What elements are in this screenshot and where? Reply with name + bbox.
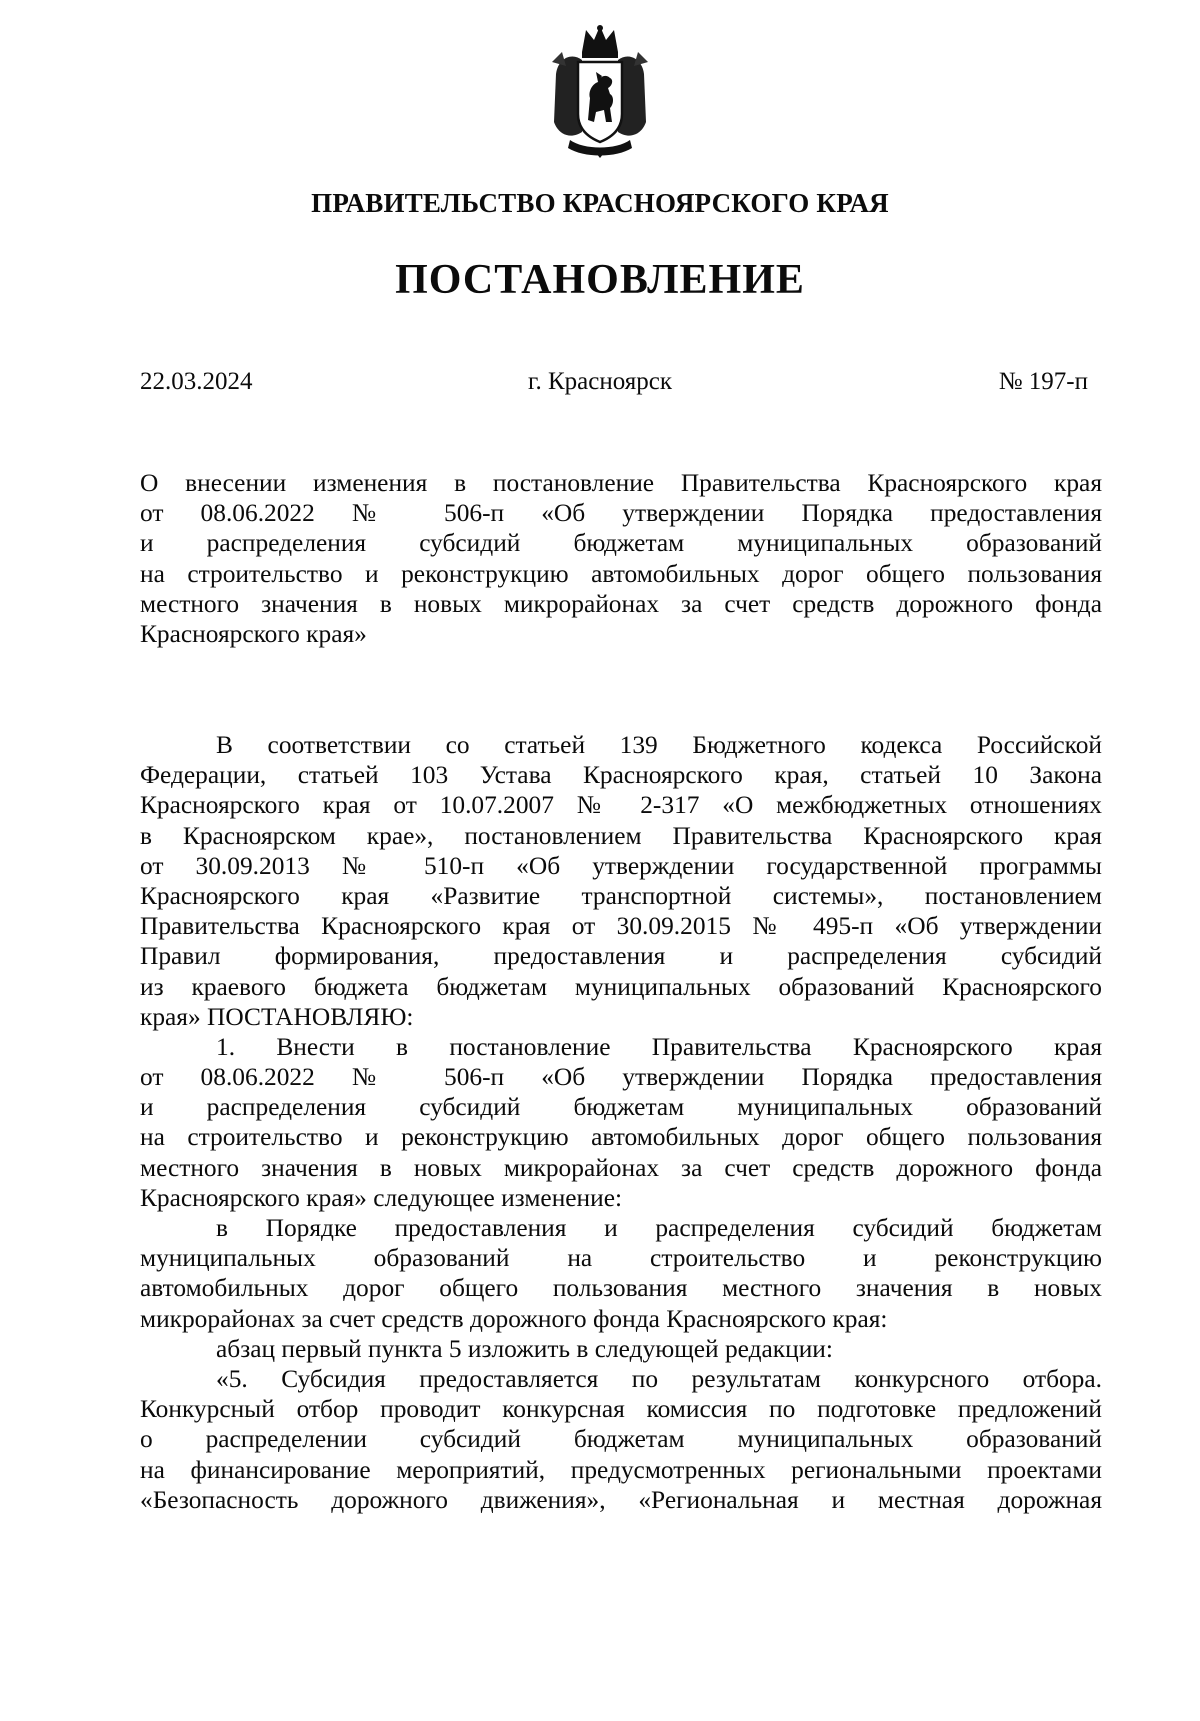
body-line: В соответствии со статьей 139 Бюджетного кодекса Российской (216, 731, 1102, 759)
document-type: ПОСТАНОВЛЕНИЕ (395, 257, 805, 303)
body-line: микрорайонах за счет средств дорожного фонда Красноярского края: (140, 1304, 888, 1333)
body-line: от 08.06.2022 № 506-п «Об утверждении Порядка предоставления (140, 1063, 1102, 1092)
body-line: Федерации, статьей 103 Устава Красноярского края, статьей 10 Закона (140, 761, 1102, 790)
body-line: в Порядке предоставления и распределения субсидий бюджетам (216, 1214, 1102, 1242)
body-line: на финансирование мероприятий, предусмотренных региональными проектами (140, 1455, 1102, 1484)
document-city: г. Красноярск (528, 368, 672, 395)
krasnoyarsk-coat-of-arms-icon (548, 22, 652, 160)
body-line: Конкурсный отбор проводит конкурсная комиссия по подготовке предложений (140, 1395, 1102, 1424)
body-line: «5. Субсидия предоставляется по результатам конкурсного отбора. (216, 1364, 1102, 1393)
body-line: Красноярского края «Развитие транспортной системы», постановлением (140, 881, 1102, 910)
body-line: на строительство и реконструкцию автомобильных дорог общего пользования (140, 1123, 1102, 1152)
body-line: абзац первый пункта 5 изложить в следующей редакции: (216, 1334, 833, 1363)
body-line: края» ПОСТАНОВЛЯЮ: (140, 1002, 414, 1031)
body-line: Красноярского края от 10.07.2007 № 2-317 «О межбюджетных отношениях (140, 791, 1102, 820)
document-number: № 197-п (998, 368, 1088, 395)
body-line: в Красноярском крае», постановлением Правительства Красноярского края (140, 821, 1102, 850)
document-date: 22.03.2024 (140, 368, 253, 395)
title-line: О внесении изменения в постановление Правительства Красноярского края (140, 469, 1102, 497)
body-line: местного значения в новых микрорайонах за счет средств дорожного фонда (140, 1153, 1102, 1182)
title-line: от 08.06.2022 № 506-п «Об утверждении Порядка предоставления (140, 499, 1102, 528)
title-line: Красноярского края» (140, 619, 367, 648)
body-line: Красноярского края» следующее изменение: (140, 1183, 623, 1212)
body-line: из краевого бюджета бюджетам муниципальных образований Красноярского (140, 972, 1102, 1001)
body-line: и распределения субсидий бюджетам муниципальных образований (140, 1093, 1102, 1122)
body-line: Правил формирования, предоставления и распределения субсидий (140, 942, 1102, 971)
document-body (140, 730, 1102, 1515)
body-line: от 30.09.2013 № 510-п «Об утверждении государственной программы (140, 851, 1102, 880)
body-line: 1. Внести в постановление Правительства Красноярского края (216, 1032, 1102, 1061)
body-line: о распределении субсидий бюджетам муниципальных образований (140, 1425, 1102, 1454)
title-line: и распределения субсидий бюджетам муниципальных образований (140, 529, 1102, 558)
body-line: Правительства Красноярского края от 30.09.2015 № 495-п «Об утверждении (140, 912, 1102, 941)
organization-name: ПРАВИТЕЛЬСТВО КРАСНОЯРСКОГО КРАЯ (311, 188, 889, 218)
body-line: «Безопасность дорожного движения», «Региональная и местная дорожная (140, 1485, 1102, 1514)
document-title (140, 468, 1102, 649)
title-line: местного значения в новых микрорайонах за счет средств дорожного фонда (140, 589, 1102, 618)
body-line: автомобильных дорог общего пользования местного значения в новых (140, 1274, 1102, 1303)
body-line: муниципальных образований на строительство и реконструкцию (140, 1244, 1102, 1273)
title-line: на строительство и реконструкцию автомобильных дорог общего пользования (140, 559, 1102, 588)
